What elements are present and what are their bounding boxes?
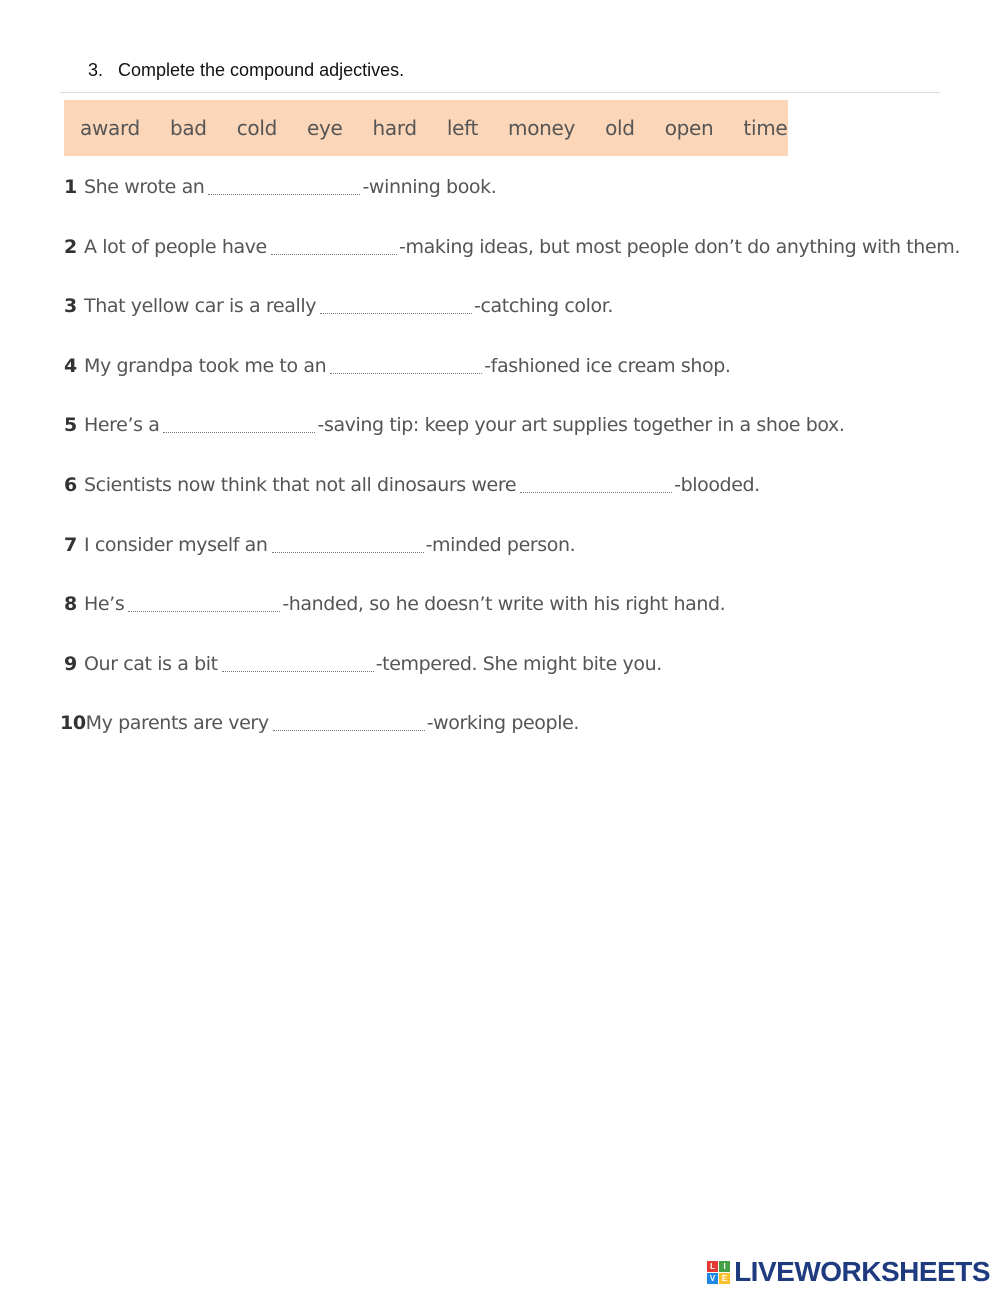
answer-blank[interactable]	[128, 593, 280, 612]
word-bank-item: cold	[236, 116, 277, 140]
badge-letter: E	[719, 1273, 730, 1284]
sentence-text-before: Our cat is a bit	[84, 652, 218, 675]
answer-blank[interactable]	[271, 236, 397, 255]
word-bank-item: eye	[306, 116, 343, 140]
answer-blank[interactable]	[330, 355, 482, 374]
sentence-5	[60, 414, 960, 474]
sentence-text-before: A lot of people have	[84, 235, 267, 258]
sentence-number: 8	[64, 593, 77, 616]
sentence-3	[60, 295, 960, 355]
sentence-number: 1	[64, 176, 77, 198]
sentence-text-after: -fashioned ice cream shop.	[484, 354, 731, 377]
word-bank-item: award	[80, 116, 140, 140]
answer-blank[interactable]	[273, 712, 425, 731]
word-bank-item: old	[605, 116, 635, 140]
sentence-1	[60, 176, 960, 236]
sentence-4	[60, 355, 960, 415]
word-bank-item: bad	[169, 116, 207, 140]
word-bank-item: money	[508, 116, 576, 140]
badge-letter: V	[707, 1273, 718, 1284]
sentence-text-after: -minded person.	[425, 533, 576, 556]
sentence-number: 10	[60, 712, 86, 735]
instruction-number: 3.	[88, 60, 104, 80]
sentence-10	[60, 712, 960, 772]
sentence-number: 6	[64, 473, 77, 496]
answer-blank[interactable]	[222, 653, 374, 672]
answer-blank[interactable]	[320, 295, 472, 314]
sentence-text-before: I consider myself an	[84, 533, 268, 556]
sentence-number: 3	[64, 295, 77, 318]
sentence-8	[60, 593, 960, 653]
word-bank-item: open	[664, 116, 714, 140]
sentence-text-before: My grandpa took me to an	[84, 354, 327, 377]
sentence-text-after: -working people.	[426, 712, 580, 735]
answer-blank[interactable]	[208, 176, 360, 195]
sentence-text-before: My parents are very	[85, 712, 269, 735]
answer-blank[interactable]	[272, 534, 424, 553]
sentence-text-before: He’s	[84, 593, 125, 616]
sentence-number: 2	[64, 235, 77, 258]
word-bank-item: left	[446, 116, 479, 140]
sentence-text-after: -saving tip: keep your art supplies together in a shoe box.	[317, 414, 845, 437]
sentence-text-before: Here’s a	[84, 414, 160, 437]
sentence-7	[60, 534, 960, 594]
divider	[60, 92, 940, 93]
sentence-text-after: -making ideas, but most people don’t do anything with them.	[399, 235, 960, 258]
sentence-text-after: -handed, so he doesn’t write with his right hand.	[282, 593, 726, 616]
sentence-2	[60, 236, 960, 296]
liveworksheets-logo	[707, 1256, 990, 1288]
answer-blank[interactable]	[163, 414, 315, 433]
instruction	[88, 60, 404, 81]
sentence-text-before: Scientists now think that not all dinosaurs were	[84, 473, 517, 496]
answer-blank[interactable]	[520, 474, 672, 493]
sentence-number: 7	[64, 533, 77, 556]
sentence-text-before: She wrote an	[84, 176, 205, 198]
word-bank-item: time	[743, 116, 788, 140]
sentence-number: 9	[64, 652, 77, 675]
badge-letter: L	[707, 1261, 718, 1272]
badge-letter: I	[719, 1261, 730, 1272]
sentence-text-after: -blooded.	[674, 473, 760, 496]
logo-text: LIVEWORKSHEETS	[734, 1256, 990, 1287]
sentence-number: 4	[64, 354, 77, 377]
word-bank	[64, 100, 788, 156]
sentence-text-after: -catching color.	[474, 295, 614, 318]
sentence-number: 5	[64, 414, 77, 437]
sentence-text-after: -winning book.	[362, 176, 497, 198]
live-badge-icon	[707, 1261, 730, 1284]
sentence-text-before: That yellow car is a really	[84, 295, 317, 318]
sentence-text-after: -tempered. She might bite you.	[375, 652, 662, 675]
sentence-6	[60, 474, 960, 534]
sentence-list	[60, 176, 960, 772]
sentence-9	[60, 653, 960, 713]
word-bank-item: hard	[372, 116, 417, 140]
instruction-text: Complete the compound adjectives.	[118, 60, 405, 80]
